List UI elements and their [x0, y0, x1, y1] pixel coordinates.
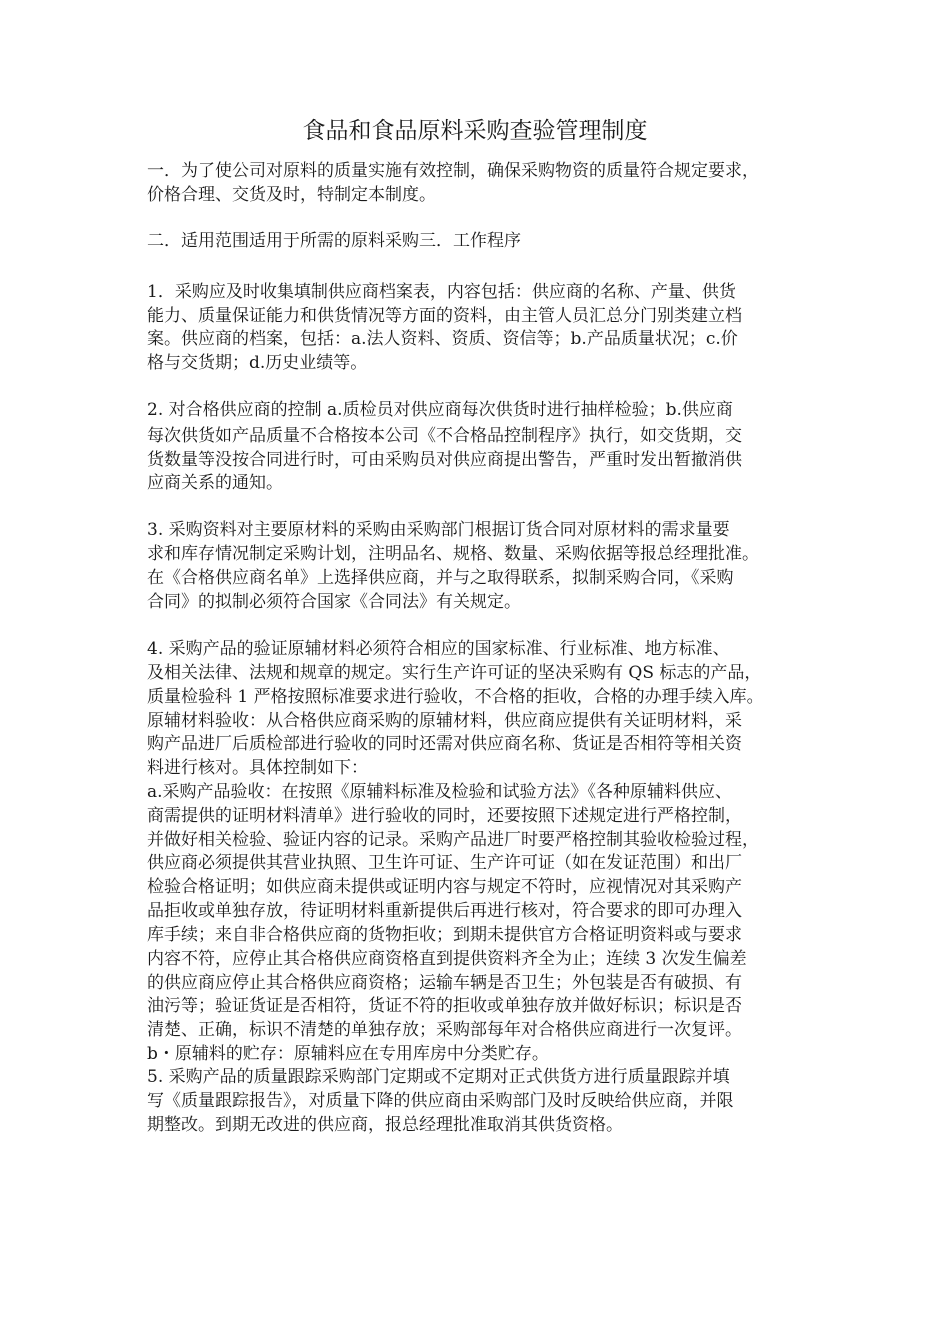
body-line: 内容不符，应停止其合格供应商资格直到提供资料齐全为止；连续 3 次发生偏差: [147, 949, 747, 969]
body-line: 油污等；验证货证是否相符，货证不符的拒收或单独存放并做好标识；标识是否: [147, 996, 742, 1016]
body-line: 5. 采购产品的质量跟踪采购部门定期或不定期对正式供货方进行质量跟踪并填: [147, 1067, 730, 1087]
body-line: 案。供应商的档案，包括：a.法人资料、资质、资信等；b.产品质量状况；c.价: [147, 329, 738, 349]
body-line: 格与交货期；d.历史业绩等。: [147, 353, 368, 373]
body-line: 检验合格证明；如供应商未提供或证明内容与规定不符时，应视情况对其采购产: [147, 877, 742, 897]
body-line: 价格合理、交货及时，特制定本制度。: [147, 185, 436, 205]
body-line: 品拒收或单独存放，待证明材料重新提供后再进行核对，符合要求的即可办理入: [147, 901, 742, 921]
body-line: 能力、质量保证能力和供货情况等方面的资料，由主管人员汇总分门别类建立档: [147, 306, 742, 326]
body-line: 二．适用范围适用于所需的原料采购三．工作程序: [147, 231, 521, 251]
body-line: 应商关系的通知。: [147, 473, 283, 493]
body-line: 一．为了使公司对原料的质量实施有效控制，确保采购物资的质量符合规定要求，: [147, 161, 759, 181]
body-line: 写《质量跟踪报告》，对质量下降的供应商由采购部门及时反映给供应商，并限: [147, 1091, 734, 1111]
body-line: 商需提供的证明材料清单》进行验收的同时，还要按照下述规定进行严格控制，: [147, 806, 742, 826]
body-line: 的供应商应停止其合格供应商资格；运输车辆是否卫生；外包装是否有破损、有: [147, 973, 742, 993]
body-line: 4. 采购产品的验证原辅材料必须符合相应的国家标准、行业标准、地方标准、: [147, 639, 730, 659]
body-line: 清楚、正确，标识不清楚的单独存放；采购部每年对合格供应商进行一次复评。: [147, 1020, 742, 1040]
body-line: b・原辅料的贮存：原辅料应在专用库房中分类贮存。: [147, 1044, 549, 1064]
body-line: 及相关法律、法规和规章的规定。实行生产许可证的坚决采购有 QS 标志的产品，: [147, 663, 762, 683]
body-line: 3. 采购资料对主要原材料的采购由采购部门根据订货合同对原材料的需求量要: [147, 520, 730, 540]
body-line: 库手续；来自非合格供应商的货物拒收；到期未提供官方合格证明资料或与要求: [147, 925, 742, 945]
body-line: 质量检验科 1 严格按照标准要求进行验收，不合格的拒收，合格的办理手续入库。: [147, 687, 764, 707]
document-title: 食品和食品原料采购查验管理制度: [302, 118, 648, 144]
body-line: 并做好相关检验、验证内容的记录。采购产品进厂时要严格控制其验收检验过程，: [147, 830, 759, 850]
body-line: 购产品进厂后质检部进行验收的同时还需对供应商名称、货证是否相符等相关资: [147, 734, 742, 754]
body-line: 期整改。到期无改进的供应商，报总经理批准取消其供货资格。: [147, 1115, 623, 1135]
body-line: 原辅材料验收：从合格供应商采购的原辅材料，供应商应提供有关证明材料，采: [147, 711, 742, 731]
body-line: 料进行核对。具体控制如下：: [147, 758, 368, 778]
body-line: 在《合格供应商名单》上选择供应商，并与之取得联系，拟制采购合同，《采购: [147, 568, 734, 588]
body-line: 1．采购应及时收集填制供应商档案表，内容包括：供应商的名称、产量、供货: [147, 282, 736, 302]
body-line: 合同》的拟制必须符合国家《合同法》有关规定。: [147, 592, 521, 612]
body-line: a.采购产品验收：在按照《原辅料标准及检验和试验方法》《各种原辅料供应、: [147, 782, 733, 802]
body-line: 求和库存情况制定采购计划，注明品名、规格、数量、采购依据等报总经理批准。: [147, 544, 759, 564]
body-line: 2. 对合格供应商的控制 a.质检员对供应商每次供货时进行抽样检验；b.供应商: [147, 400, 733, 420]
body-line: 每次供货如产品质量不合格按本公司《不合格品控制程序》执行，如交货期，交: [147, 426, 742, 446]
body-line: 货数量等没按合同进行时，可由采购员对供应商提出警告，严重时发出暂撤消供: [147, 450, 742, 470]
body-line: 供应商必须提供其营业执照、卫生许可证、生产许可证（如在发证范围）和出厂: [147, 853, 742, 873]
